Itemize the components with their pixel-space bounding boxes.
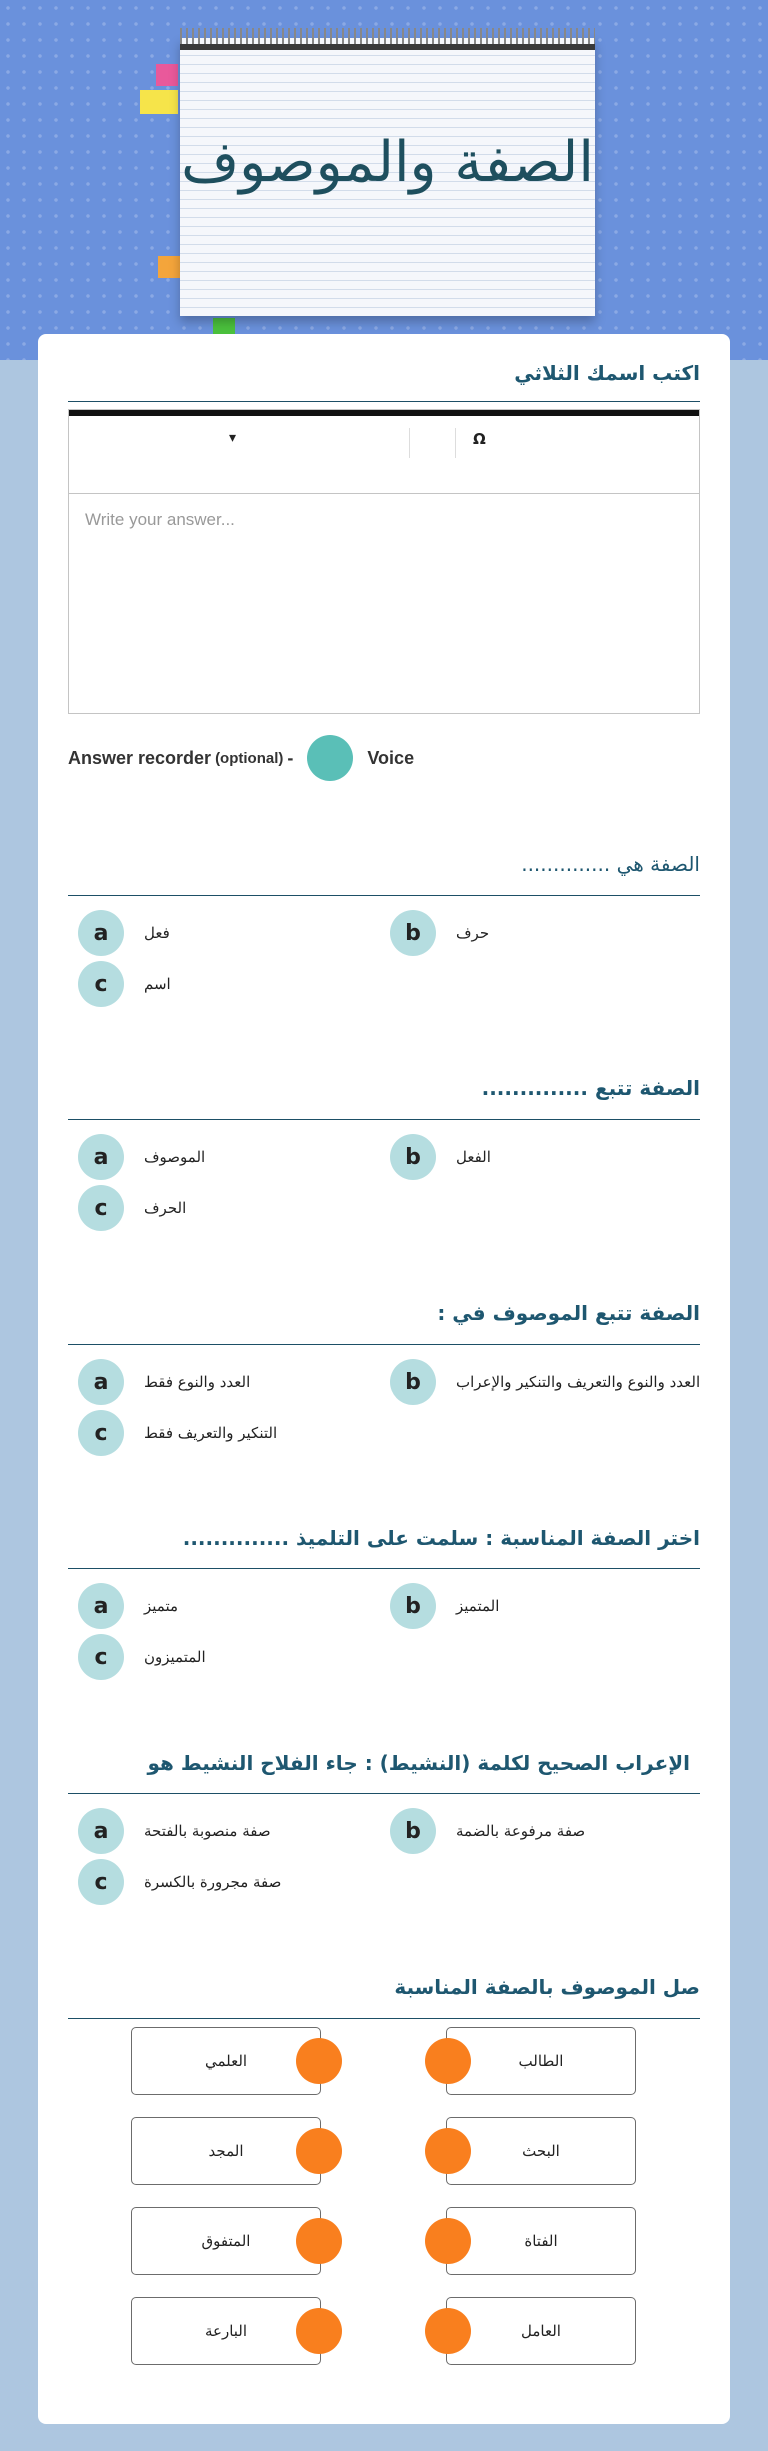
toolbar-separator [409,428,410,458]
option-label: العدد والنوع والتعريف والتنكير والإعراب [456,1373,701,1391]
option-label: متميز [144,1597,179,1615]
question-divider [68,1793,700,1794]
match-connector-left[interactable] [296,2308,342,2354]
match-connector-right[interactable] [425,2218,471,2264]
match-right-item[interactable]: الطالب [446,2027,636,2095]
option-label: صفة مجرورة بالكسرة [144,1873,282,1891]
option-letter: a [78,910,124,956]
recorder-dash: - [287,747,294,768]
option-letter: c [78,1185,124,1231]
recorder-optional: (optional) [215,749,284,767]
option-label: التنكير والتعريف فقط [144,1424,278,1442]
match-left-item[interactable]: المتفوق [131,2207,321,2275]
question-divider [68,401,700,402]
option-a[interactable] [78,1583,178,1629]
match-left-item[interactable]: البارعة [131,2297,321,2365]
option-a[interactable] [78,910,170,956]
option-letter: b [390,1808,436,1854]
option-a[interactable] [78,1134,205,1180]
record-button[interactable] [307,735,353,781]
option-b[interactable] [390,1808,585,1854]
option-c[interactable] [78,1634,206,1680]
notebook-tab [158,256,180,278]
question-title: الصفة هي .............. [521,852,700,876]
option-b[interactable] [390,1134,491,1180]
option-c[interactable] [78,1185,186,1231]
match-right-item[interactable]: الفتاة [446,2207,636,2275]
notebook-tab [156,64,178,86]
option-letter: a [78,1583,124,1629]
question-title: الصفة تتبع الموصوف في : [437,1301,700,1325]
voice-label: Voice [367,747,415,768]
question-divider [68,895,700,896]
option-label: العدد والنوع فقط [144,1373,251,1391]
option-label: الحرف [144,1199,187,1217]
match-connector-left[interactable] [296,2218,342,2264]
match-connector-left[interactable] [296,2038,342,2084]
question-title: الإعراب الصحيح لكلمة (النشيط) : جاء الفلاح النشيط هو [147,1751,690,1775]
option-letter: c [78,1859,124,1905]
option-label: فعل [144,924,170,942]
omega-symbol-button[interactable]: Ω [473,430,486,448]
option-label: المتميز [456,1597,500,1615]
match-right-item[interactable]: العامل [446,2297,636,2365]
question-title: الصفة تتبع .............. [481,1076,700,1100]
option-c[interactable] [78,1410,277,1456]
match-connector-right[interactable] [425,2308,471,2354]
option-letter: b [390,1134,436,1180]
option-b[interactable] [390,910,489,956]
option-label: اسم [144,975,171,993]
option-c[interactable] [78,961,171,1007]
option-b[interactable] [390,1583,499,1629]
question-divider [68,1568,700,1569]
option-letter: b [390,910,436,956]
option-letter: c [78,1410,124,1456]
match-connector-left[interactable] [296,2128,342,2174]
option-letter: b [390,1583,436,1629]
option-label: صفة منصوبة بالفتحة [144,1822,271,1840]
match-left-item[interactable]: المجد [131,2117,321,2185]
toolbar-separator [455,428,456,458]
match-connector-right[interactable] [425,2038,471,2084]
option-letter: a [78,1808,124,1854]
toolbar-bar [69,410,699,416]
option-c[interactable] [78,1859,281,1905]
option-label: حرف [456,924,490,942]
question-divider [68,1344,700,1345]
option-label: صفة مرفوعة بالضمة [456,1822,586,1840]
option-a[interactable] [78,1808,271,1854]
notebook-spiral [180,28,595,50]
answer-input[interactable] [69,493,699,713]
answer-recorder [68,733,414,783]
match-left-item[interactable]: العلمي [131,2027,321,2095]
rich-text-editor [68,409,700,714]
page-title: الصفة والموصوف [181,130,594,195]
option-label: الموصوف [144,1148,206,1166]
dropdown-icon[interactable]: ▾ [229,430,237,446]
match-right-item[interactable]: البحث [446,2117,636,2185]
option-letter: a [78,1134,124,1180]
option-letter: b [390,1359,436,1405]
question-divider [68,2018,700,2019]
option-a[interactable] [78,1359,250,1405]
option-letter: c [78,961,124,1007]
option-label: الفعل [456,1148,491,1166]
recorder-label: Answer recorder [68,747,212,768]
question-title: اكتب اسمك الثلاثي [514,361,700,385]
match-connector-right[interactable] [425,2128,471,2174]
option-b[interactable] [390,1359,700,1405]
question-title: صل الموصوف بالصفة المناسبة [394,1975,700,1999]
question-title: اختر الصفة المناسبة : سلمت على التلميذ .............. [182,1526,700,1550]
option-label: المتميزون [144,1648,206,1666]
notebook-tab [140,90,178,114]
option-letter: a [78,1359,124,1405]
option-letter: c [78,1634,124,1680]
question-divider [68,1119,700,1120]
